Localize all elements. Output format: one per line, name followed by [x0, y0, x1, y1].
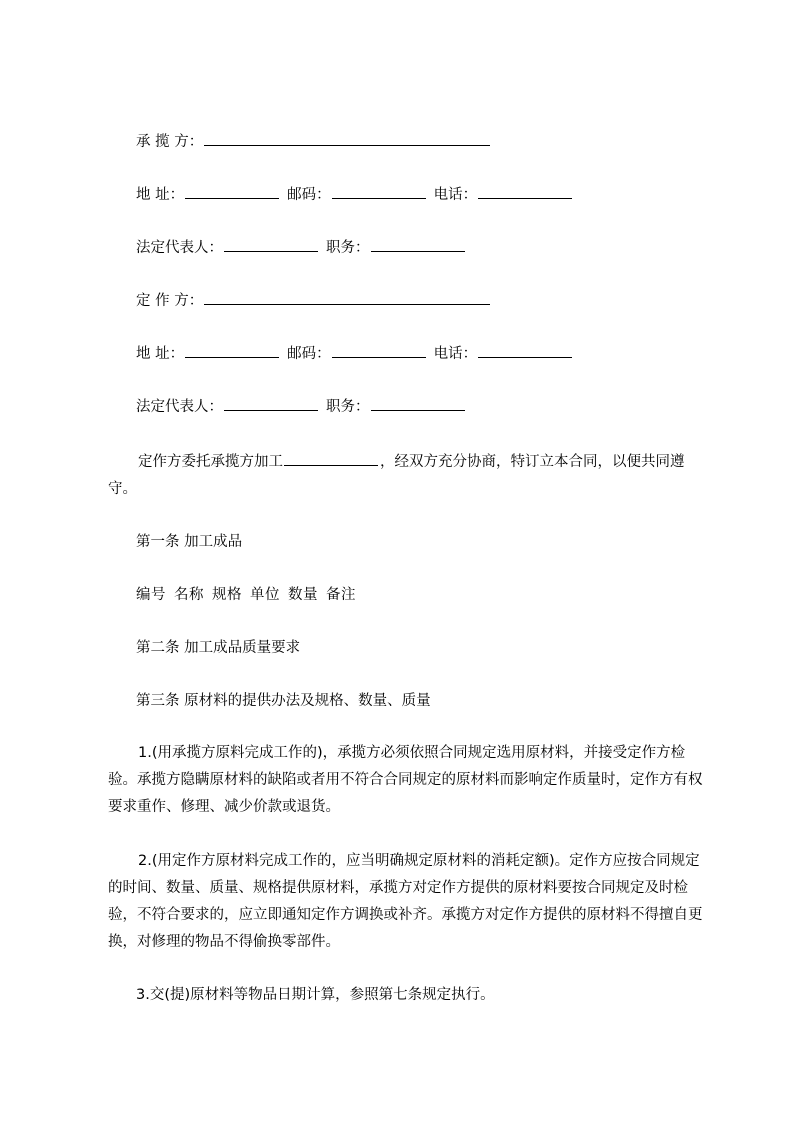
article3-item1-text: 1.(用承揽方原料完成工作的)，承揽方必须依照合同规定选用原材料，并接受定作方检验。承揽方隐瞒原材料的缺陷或者用不符合合同规定的原材料而影响定作质量时，定作方有权要求重作、修理、减少价款或退货。	[108, 745, 703, 815]
article3-title: 第三条 原材料的提供办法及规格、数量、质量	[136, 693, 431, 709]
contractor-phone-blank[interactable]	[478, 186, 572, 199]
orderer-postcode-blank[interactable]	[332, 345, 426, 358]
contractor-legal-rep-row	[136, 238, 467, 258]
orderer-name-row	[136, 291, 492, 311]
column-header-remarks: 备注	[326, 587, 356, 603]
intro-paragraph	[108, 449, 708, 503]
article2-title: 第二条 加工成品质量要求	[136, 640, 301, 656]
contractor-position-label: 职务：	[326, 240, 370, 256]
orderer-phone-blank[interactable]	[478, 345, 572, 358]
contractor-postcode-label: 邮码：	[287, 187, 331, 203]
contractor-legal-rep-label: 法定代表人：	[136, 240, 223, 256]
article1-table-header	[136, 585, 364, 605]
intro-processing-blank[interactable]	[284, 453, 378, 466]
contractor-position-blank[interactable]	[371, 239, 465, 252]
orderer-legal-rep-label: 法定代表人：	[136, 399, 223, 415]
contractor-address-row	[136, 185, 574, 205]
contractor-name-row	[136, 132, 492, 152]
orderer-legal-rep-row	[136, 397, 467, 417]
article3-item1	[108, 740, 708, 821]
article3-item3: 3.交(提)原材料等物品日期计算，参照第七条规定执行。	[136, 987, 495, 1003]
contractor-address-label: 地 址：	[136, 187, 185, 203]
contractor-address-blank[interactable]	[185, 186, 279, 199]
contractor-legal-rep-blank[interactable]	[224, 239, 318, 252]
orderer-address-row	[136, 344, 574, 364]
intro-part1: 定作方委托承揽方加工	[138, 454, 283, 470]
orderer-address-label: 地 址：	[136, 346, 185, 362]
article1-title: 第一条 加工成品	[136, 534, 243, 550]
orderer-address-blank[interactable]	[185, 345, 279, 358]
orderer-name-blank[interactable]	[204, 292, 490, 305]
column-header-unit: 单位	[250, 587, 280, 603]
contractor-phone-label: 电话：	[433, 187, 478, 203]
orderer-phone-label: 电话：	[433, 346, 478, 362]
orderer-postcode-label: 邮码：	[287, 346, 331, 362]
article3-item2-text: 2.(用定作方原材料完成工作的，应当明确规定原材料的消耗定额)。定作方应按合同规定的时间、数量、质量、规格提供原材料，承揽方对定作方提供的原材料要按合同规定及时检验，不符合要求的，应立即通知定作方调换或补齐。承揽方对定作方提供的原材料不得擅自更换，对修理的物品不得偷换零部件。	[108, 853, 703, 950]
column-header-quantity: 数量	[288, 587, 318, 603]
intro-part2: ，经双方充分协商，特订立本合同，以便共同遵守。	[108, 454, 685, 497]
article3-item2	[108, 848, 708, 956]
column-header-spec: 规格	[212, 587, 242, 603]
contractor-name-label: 承 揽 方：	[136, 134, 204, 150]
contractor-postcode-blank[interactable]	[332, 186, 426, 199]
column-header-name: 名称	[174, 587, 204, 603]
contractor-name-blank[interactable]	[204, 133, 490, 146]
orderer-legal-rep-blank[interactable]	[224, 398, 318, 411]
orderer-name-label: 定 作 方：	[136, 293, 204, 309]
orderer-position-blank[interactable]	[371, 398, 465, 411]
column-header-number: 编号	[136, 587, 166, 603]
orderer-position-label: 职务：	[326, 399, 370, 415]
